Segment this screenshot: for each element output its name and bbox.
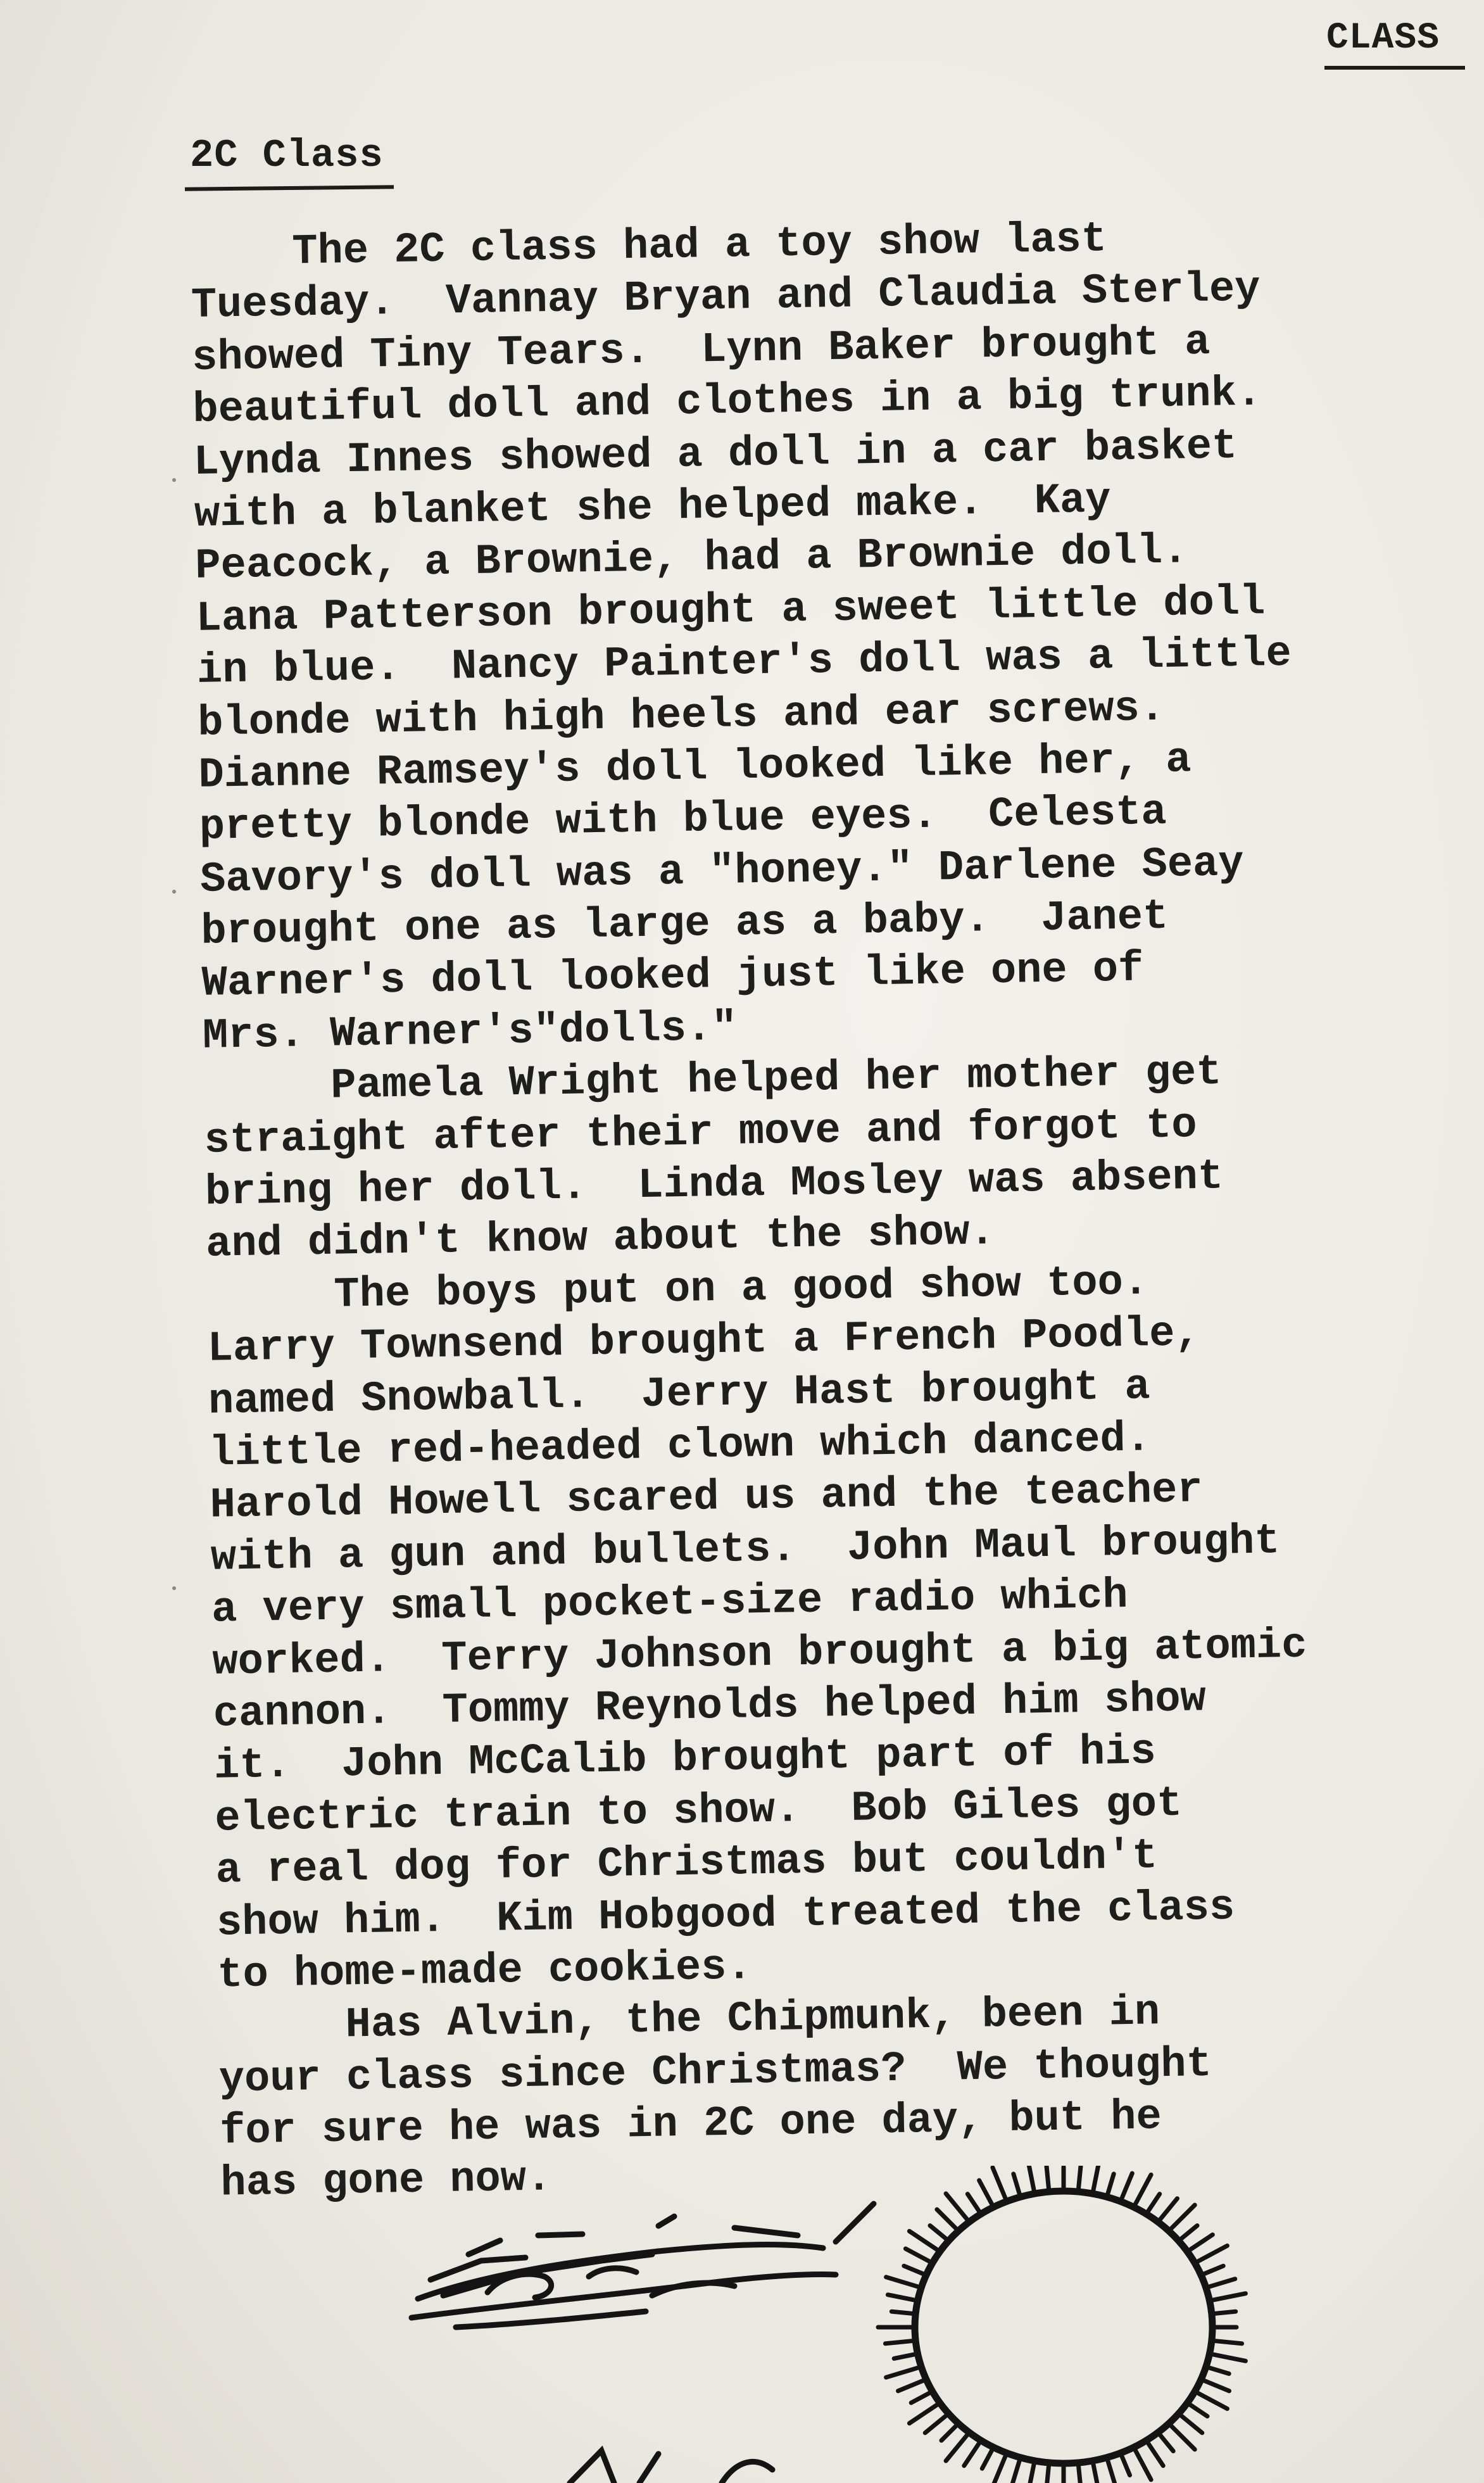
sun-ray bbox=[1213, 2294, 1245, 2300]
sun-ray bbox=[1122, 2173, 1132, 2198]
sun-ray bbox=[905, 2249, 929, 2261]
text-line: Harold Howell scared us and the teacher bbox=[210, 1466, 1204, 1531]
text-line: little red-headed clown which danced. bbox=[208, 1415, 1152, 1478]
sun-ray bbox=[1198, 2246, 1228, 2261]
article-body bbox=[190, 210, 1399, 2211]
sun-ray bbox=[1045, 2467, 1048, 2483]
sun-ray bbox=[1190, 2405, 1207, 2417]
text-line: brought one as large as a baby. Janet bbox=[200, 892, 1169, 956]
text-line: named Snowball. Jerry Hast brought a bbox=[208, 1363, 1151, 1426]
margin-mark bbox=[172, 1586, 176, 1590]
text-line: pretty blonde with blue eyes. Celesta bbox=[199, 788, 1167, 852]
margin-mark bbox=[172, 890, 176, 894]
article-heading-underline bbox=[185, 185, 394, 191]
text-line: Tuesday. Vannay Bryan and Claudia Sterley bbox=[191, 265, 1261, 331]
sun-ray bbox=[1012, 2461, 1019, 2483]
sun-ray bbox=[1205, 2266, 1224, 2273]
text-line: in blue. Nancy Painter's doll was a little bbox=[196, 629, 1292, 696]
section-label-underline bbox=[1324, 66, 1465, 70]
text-line: show him. Kim Hobgood treated the class bbox=[216, 1883, 1235, 1948]
section-label: CLASS bbox=[1326, 18, 1440, 59]
text-line: Has Alvin, the Chipmunk, been in bbox=[218, 1988, 1160, 2052]
sun-ray bbox=[1213, 2354, 1245, 2361]
sun-ray bbox=[1216, 2341, 1242, 2344]
text-line: electric train to show. Bob Giles got bbox=[214, 1779, 1183, 1843]
text-line: and didn't know about the show. bbox=[205, 1208, 996, 1270]
sun-ray bbox=[1029, 2166, 1034, 2190]
sun-ray bbox=[898, 2381, 923, 2391]
text-line: cannon. Tommy Reynolds helped him show bbox=[213, 1675, 1207, 1739]
text-line: a very small pocket-size radio which bbox=[211, 1572, 1129, 1634]
sun-ray bbox=[1079, 2467, 1081, 2483]
sun-ray bbox=[1093, 2166, 1100, 2190]
text-line: The boys put on a good show too. bbox=[206, 1258, 1149, 1322]
text-line: Warner's doll looked just like one of bbox=[201, 945, 1144, 1009]
sun-ray bbox=[1108, 2461, 1116, 2483]
sun-ray bbox=[1148, 2444, 1163, 2466]
text-line: Larry Townsend brought a French Poodle, bbox=[207, 1310, 1201, 1374]
text-line: bring her doll. Linda Mosley was absent bbox=[204, 1153, 1224, 1217]
text-line: blonde with high heels and ear screws. bbox=[197, 684, 1166, 748]
sun-ray bbox=[1198, 2393, 1228, 2409]
sun-ray bbox=[1136, 2175, 1152, 2204]
sun-ray bbox=[1148, 2194, 1160, 2211]
sun-ray bbox=[1093, 2465, 1100, 2483]
sun-ray bbox=[946, 2194, 967, 2219]
sun-ray bbox=[1108, 2174, 1114, 2194]
sun-ray bbox=[1181, 2416, 1202, 2433]
sun-ray bbox=[909, 2405, 936, 2423]
sun-ray bbox=[964, 2444, 979, 2466]
text-line: beautiful doll and clothes in a big trunk. bbox=[192, 369, 1262, 435]
text-line: The 2C class had a toy show last bbox=[190, 215, 1107, 278]
text-line: worked. Terry Johnson brought a big atomic bbox=[211, 1621, 1307, 1687]
sun-ray bbox=[1210, 2279, 1235, 2287]
sun-ray bbox=[1181, 2226, 1197, 2239]
sun-ray bbox=[1136, 2451, 1152, 2480]
sun-ray bbox=[1122, 2456, 1129, 2475]
text-line: with a blanket she helped make. Kay bbox=[194, 476, 1111, 539]
sun-ray bbox=[1210, 2368, 1229, 2373]
sun-ray bbox=[1216, 2311, 1236, 2313]
sun-ray bbox=[1045, 2166, 1048, 2188]
sun-ray bbox=[941, 2426, 956, 2441]
text-line: your class since Christmas? We thought bbox=[218, 2040, 1212, 2104]
sun-drawing bbox=[393, 2166, 1380, 2483]
text-line: Savory's doll was a "honey." Darlene Seay bbox=[199, 839, 1245, 904]
sun-ray bbox=[1160, 2199, 1178, 2220]
sun-ray bbox=[1190, 2235, 1212, 2249]
sun-ray bbox=[937, 2209, 956, 2228]
sun-ray bbox=[885, 2341, 912, 2344]
text-line: Mrs. Warner's"dolls." bbox=[202, 1004, 738, 1061]
sun-ray bbox=[888, 2295, 914, 2300]
text-line: for sure he was in 2C one day, but he bbox=[219, 2093, 1162, 2156]
text-line: Lynda Innes showed a doll in a car basket bbox=[193, 422, 1238, 487]
text-line: Lana Patterson brought a sweet little doll bbox=[196, 578, 1266, 643]
sun-ray bbox=[1171, 2426, 1195, 2449]
sun-ray bbox=[904, 2266, 923, 2273]
sun-ray bbox=[894, 2354, 914, 2358]
sun-ray bbox=[911, 2393, 929, 2403]
sun-ray bbox=[1014, 2174, 1019, 2194]
text-line: a real dog for Christmas but couldn't bbox=[215, 1832, 1158, 1895]
sun-ray bbox=[967, 2194, 979, 2211]
text-line: has gone now. bbox=[220, 2154, 552, 2209]
text-line: showed Tiny Tears. Lynn Baker brought a bbox=[191, 318, 1210, 382]
margin-mark bbox=[172, 478, 176, 482]
sun-ray bbox=[891, 2311, 912, 2313]
article-heading: 2C Class bbox=[190, 133, 384, 178]
sun-ray bbox=[930, 2226, 946, 2239]
sun-ray bbox=[982, 2451, 991, 2468]
sun-ray bbox=[886, 2368, 918, 2377]
sun-ray bbox=[909, 2231, 936, 2249]
sun-ray bbox=[1160, 2436, 1173, 2451]
text-line: Pamela Wright helped her mother get bbox=[203, 1048, 1223, 1113]
sun-ray bbox=[1171, 2205, 1195, 2228]
sun-ray bbox=[1030, 2465, 1034, 2483]
text-line: with a gun and bullets. John Maul brought bbox=[210, 1517, 1281, 1583]
sun-ray bbox=[993, 2168, 1005, 2198]
sun-ray bbox=[886, 2277, 918, 2287]
sun-ray bbox=[979, 2180, 992, 2204]
text-line: straight after their move and forgot to bbox=[204, 1101, 1198, 1165]
text-line: it. John McCalib brought part of his bbox=[213, 1728, 1157, 1791]
text-line: Dianne Ramsey's doll looked like her, a bbox=[198, 736, 1192, 800]
sun-ray bbox=[1205, 2381, 1229, 2391]
sun-ray bbox=[1079, 2166, 1081, 2188]
sun-ray bbox=[946, 2436, 967, 2461]
sun-ray bbox=[925, 2416, 946, 2433]
text-line: Peacock, a Brownie, had a Brownie doll. bbox=[194, 527, 1188, 591]
sun-ray bbox=[993, 2456, 1005, 2483]
text-line: to home-made cookies. bbox=[217, 1943, 753, 2000]
